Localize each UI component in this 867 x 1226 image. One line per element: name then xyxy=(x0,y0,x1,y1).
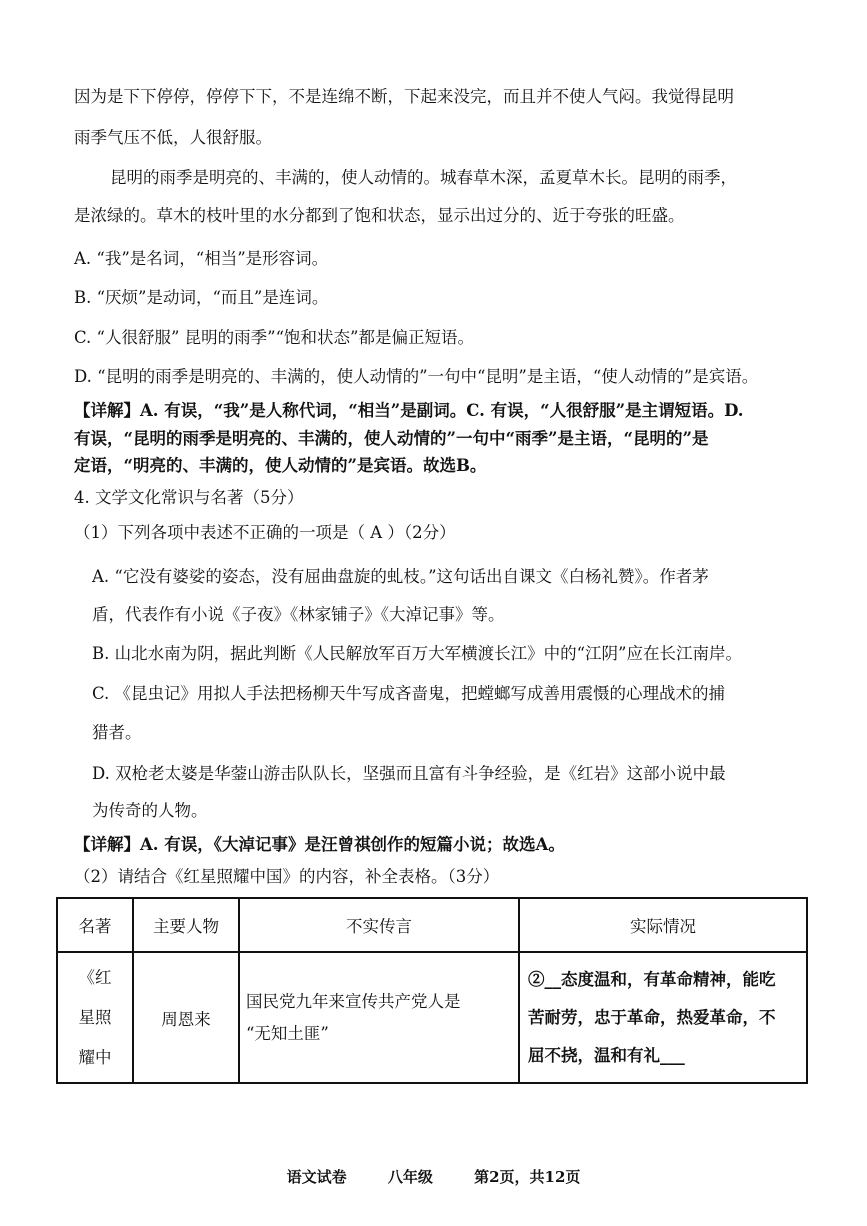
question-heading: 4. 文学文化常识与名著（5分） xyxy=(74,488,304,507)
passage-line: 昆明的雨季是明亮的、丰满的，使人动情的。城春草木深，孟夏草木长。昆明的雨季， xyxy=(110,168,737,187)
table-cell-person: 周恩来 xyxy=(133,952,239,1083)
choice-c-cont: 猎者。 xyxy=(92,723,142,742)
cell-line: 星照 xyxy=(78,1007,112,1027)
cell-line: 屈不挠，温和有礼___ xyxy=(528,1045,685,1065)
option-b: B. “厌烦”是动词，“而且”是连词。 xyxy=(74,288,329,307)
page-footer xyxy=(0,1166,867,1187)
question-prompt: （2）请结合《红星照耀中国》的内容，补全表格。（3分） xyxy=(74,867,500,886)
option-d: D. “昆明的雨季是明亮的、丰满的，使人动情的”一句中“昆明”是主语，“使人动情的”是宾语。 xyxy=(74,367,759,386)
footer-page-number: 第2页，共12页 xyxy=(474,1168,581,1186)
table-header-cell: 不实传言 xyxy=(239,898,519,952)
table-header-cell: 名著 xyxy=(57,898,133,952)
footer-subject: 语文试卷 xyxy=(286,1168,347,1186)
question-prompt: （1）下列各项中表述不正确的一项是（ A ）（2分） xyxy=(74,523,456,542)
footer-grade: 八年级 xyxy=(387,1168,433,1186)
cell-line: 耀中 xyxy=(78,1047,112,1067)
cell-line: 苦耐劳，忠于革命，热爱革命，不 xyxy=(528,1007,776,1027)
cell-line: 国民党九年来宣传共产党人是 xyxy=(246,991,461,1011)
choice-b: B. 山北水南为阴，据此判断《人民解放军百万大军横渡长江》中的“江阴”应在长江南岸。 xyxy=(92,644,742,663)
table-cell-rumor xyxy=(239,952,519,1083)
cell-line: ②__态度温和，有革命精神，能吃 xyxy=(528,969,776,989)
choice-c: C. 《昆虫记》用拟人手法把杨柳天牛写成吝啬鬼，把螳螂写成善用震慑的心理战术的捕 xyxy=(92,684,726,703)
table-cell-book xyxy=(57,952,133,1083)
answer-detail: 【详解】A. 有误，“我”是人称代词，“相当”是副词。C. 有误，“人很舒服”是主谓短语。D. xyxy=(74,401,744,420)
cell-line: “无知土匪” xyxy=(246,1023,329,1043)
table-header-cell: 实际情况 xyxy=(519,898,807,952)
answer-detail: 定语，“明亮的、丰满的，使人动情的”是宾语。故选B。 xyxy=(74,456,487,475)
choice-d-cont: 为传奇的人物。 xyxy=(92,801,208,820)
option-c: C. “人很舒服” 昆明的雨季”“饱和状态”都是偏正短语。 xyxy=(74,328,474,347)
option-a: A. “我”是名词，“相当”是形容词。 xyxy=(74,249,329,268)
passage-line: 是浓绿的。草木的枝叶里的水分都到了饱和状态，显示出过分的、近于夸张的旺盛。 xyxy=(74,206,685,225)
choice-d: D. 双枪老太婆是华蓥山游击队队长，坚强而且富有斗争经验，是《红岩》这部小说中最 xyxy=(92,764,726,783)
answer-detail: 有误，“昆明的雨季是明亮的、丰满的，使人动情的”一句中“雨季”是主语，“昆明的”是 xyxy=(74,429,709,448)
passage-line: 雨季气压不低，人很舒服。 xyxy=(74,128,272,147)
table-cell-actual xyxy=(519,952,807,1083)
choice-a: A. “它没有婆娑的姿态，没有屈曲盘旋的虬枝。”这句话出自课文《白杨礼赞》。作者茅 xyxy=(92,567,709,586)
choice-a-cont: 盾，代表作有小说《子夜》《林家铺子》《大淖记事》等。 xyxy=(92,605,505,624)
answer-detail: 【详解】A. 有误，《大淖记事》是汪曾祺创作的短篇小说；故选A。 xyxy=(74,835,565,854)
table-row xyxy=(57,952,807,1083)
passage-line: 因为是下下停停，停停下下，不是连绵不断，下起来没完，而且并不使人气闷。我觉得昆明 xyxy=(74,87,734,106)
answer-table xyxy=(56,897,808,1084)
table-header-row xyxy=(57,898,807,952)
cell-line: 《红 xyxy=(78,967,112,987)
table-header-cell: 主要人物 xyxy=(133,898,239,952)
